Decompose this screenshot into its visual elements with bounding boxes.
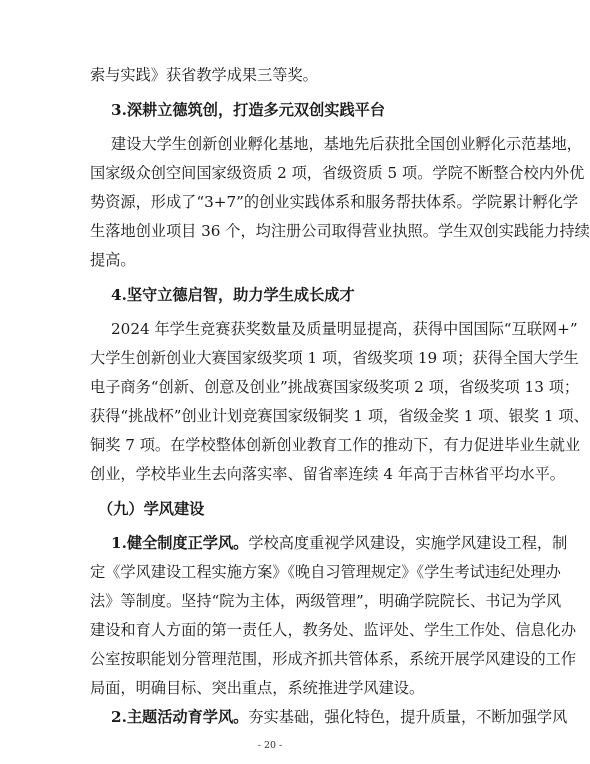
paragraph-line: 势资源，形成了“3+7”的创业实践体系和服务帮扶体系。学院累计孵化学 (90, 193, 579, 211)
paragraph-line: 获得“挑战杯”创业计划竞赛国家级铜奖 1 项，省级金奖 1 项、银奖 1 项、 (90, 407, 589, 425)
paragraph-line: 电子商务“创新、创意及创业”挑战赛国家级奖项 2 项，省级奖项 13 项； (90, 378, 580, 396)
paragraph-line (111, 533, 568, 553)
section-heading: 3.深耕立德筑创，打造多元双创实践平台 (111, 101, 386, 119)
paragraph-line: 铜奖 7 项。在学校整体创新创业教育工作的推动下，有力促进毕业生就业 (90, 436, 581, 454)
section-heading: （九）学风建设 (98, 500, 205, 518)
paragraph-line: 生落地创业项目 36 个，均注册公司取得营业执照。学生双创实践能力持续 (90, 222, 590, 240)
paragraph-line: 局面，明确目标、突出重点，系统推进学风建设。 (90, 679, 425, 697)
paragraph-line: 2024 年学生竞赛获奖数量及质量明显提高，获得中国国际“互联网+” (111, 320, 578, 338)
section-heading: 4.坚守立德启智，助力学生成长成才 (111, 286, 355, 304)
paragraph-line: 索与实践》获省教学成果三等奖。 (90, 66, 318, 84)
paragraph-line: 提高。 (90, 251, 136, 269)
paragraph-line: 建设和育人方面的第一责任人，教务处、监评处、学生工作处、信息化办 (90, 621, 576, 639)
paragraph-line: 大学生创新创业大赛国家级奖项 1 项，省级奖项 19 项；获得全国大学生 (90, 349, 579, 367)
lead-rest: 夯实基础，强化特色，提升质量，不断加强学风 (248, 708, 568, 726)
lead-rest: 学校高度重视学风建设，实施学风建设工程，制 (248, 534, 568, 552)
paragraph-line: 公室按职能划分管理范围，形成齐抓共管体系，系统开展学风建设的工作 (90, 650, 576, 668)
page-number: - 20 - (257, 740, 283, 751)
paragraph-line: 国家级众创空间国家级资质 2 项，省级资质 5 项。学院不断整合校内外优 (90, 164, 585, 182)
lead-phrase: 1.健全制度正学风。 (111, 534, 249, 552)
paragraph-line (111, 707, 568, 727)
paragraph-line: 定《学风建设工程实施方案》《晚自习管理规定》《学生考试违纪处理办 (90, 563, 561, 581)
paragraph-line: 建设大学生创新创业孵化基地，基地先后获批全国创业孵化示范基地， (111, 135, 582, 153)
paragraph-line: 法》等制度。坚持“院为主体，两级管理”，明确学院院长、书记为学风 (90, 592, 562, 610)
lead-phrase: 2.主题活动育学风。 (111, 708, 249, 726)
paragraph-line: 创业，学校毕业生去向落实率、留省率连续 4 年高于吉林省平均水平。 (90, 465, 565, 483)
